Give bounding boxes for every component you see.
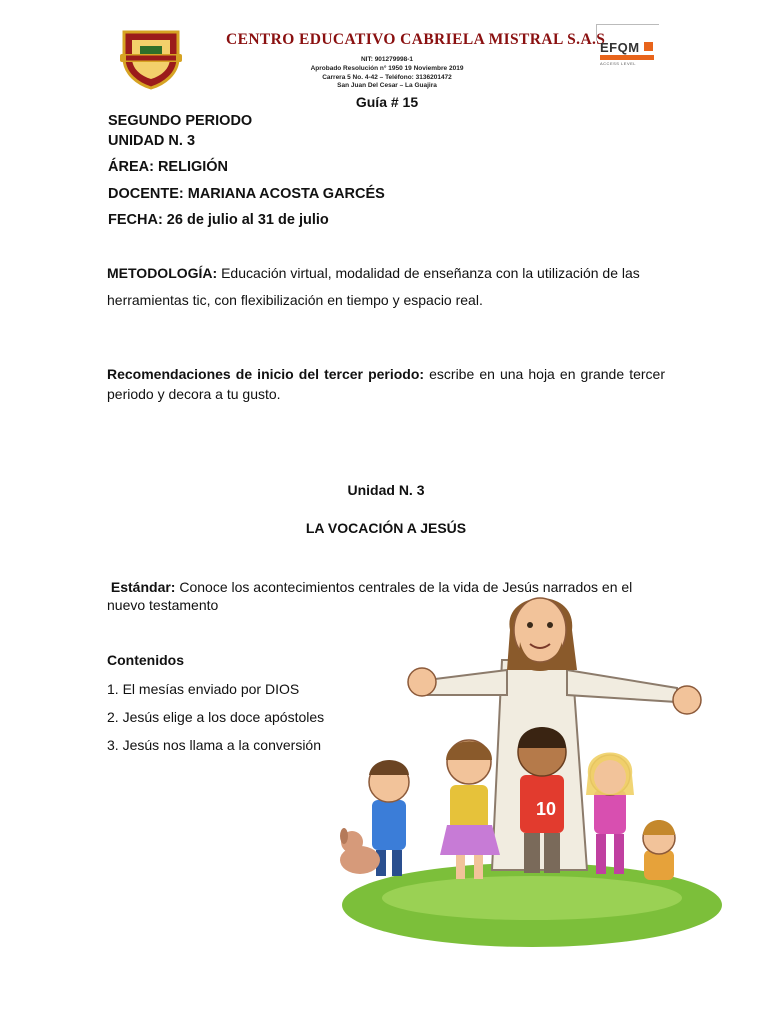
methodology-label: METODOLOGÍA: (107, 265, 218, 281)
svg-text:10: 10 (536, 799, 557, 819)
school-crest-icon (118, 28, 184, 90)
date: FECHA: 26 de julio al 31 de julio (108, 212, 329, 228)
resolution-line: Aprobado Resolución n° 1950 19 Noviembre 2019 (310, 65, 464, 72)
efqm-square-icon (644, 42, 653, 51)
area: ÁREA: RELIGIÓN (108, 159, 229, 175)
recommendations-paragraph (107, 364, 665, 404)
methodology-paragraph (107, 260, 665, 314)
efqm-text: EFQM (600, 40, 640, 55)
standard-label: Estándar: (110, 579, 176, 595)
methodology-text: Educación virtual, modalidad de enseñanza con la utilización de las herramientas tic, con flexibilización en tiempo y espacio real. (107, 265, 640, 308)
guide-number: Guía # 15 (355, 94, 419, 110)
contents-item: 2. Jesús elige a los doce apóstoles (107, 709, 325, 725)
teacher: DOCENTE: MARIANA ACOSTA GARCÉS (108, 186, 385, 202)
topic-title: LA VOCACIÓN A JESÚS (305, 520, 467, 536)
standard-text: Conoce los acontecimientos centrales de la vida de Jesús narrados en el nuevo testamento (107, 579, 633, 613)
contents-item: 1. El mesías enviado por DIOS (107, 681, 300, 697)
recommendations-label: Recomendaciones de inicio del tercer periodo: (107, 366, 425, 382)
city-line: San Juan Del Cesar – La Guajira (337, 82, 437, 89)
contents-title: Contenidos (107, 652, 184, 668)
unit-title: Unidad N. 3 (347, 482, 425, 498)
efqm-sub: ACCESS LEVEL (600, 61, 637, 66)
efqm-logo (596, 24, 658, 76)
recommendations-text: escribe en una hoja en grande tercer periodo y decora a tu gusto. (107, 366, 665, 402)
unit-number: UNIDAD N. 3 (108, 133, 196, 149)
jesus-with-children-illustration (332, 570, 724, 958)
period: SEGUNDO PERIODO (108, 113, 253, 129)
nit-line: NIT: 901279998-1 (360, 56, 414, 63)
contents-item: 3. Jesús nos llama a la conversión (107, 737, 321, 753)
school-name: CENTRO EDUCATIVO CABRIELA MISTRAL S.A.S (226, 31, 606, 48)
address-line: Carrera 5 No. 4-42 – Teléfono: 3136201472 (322, 74, 452, 81)
